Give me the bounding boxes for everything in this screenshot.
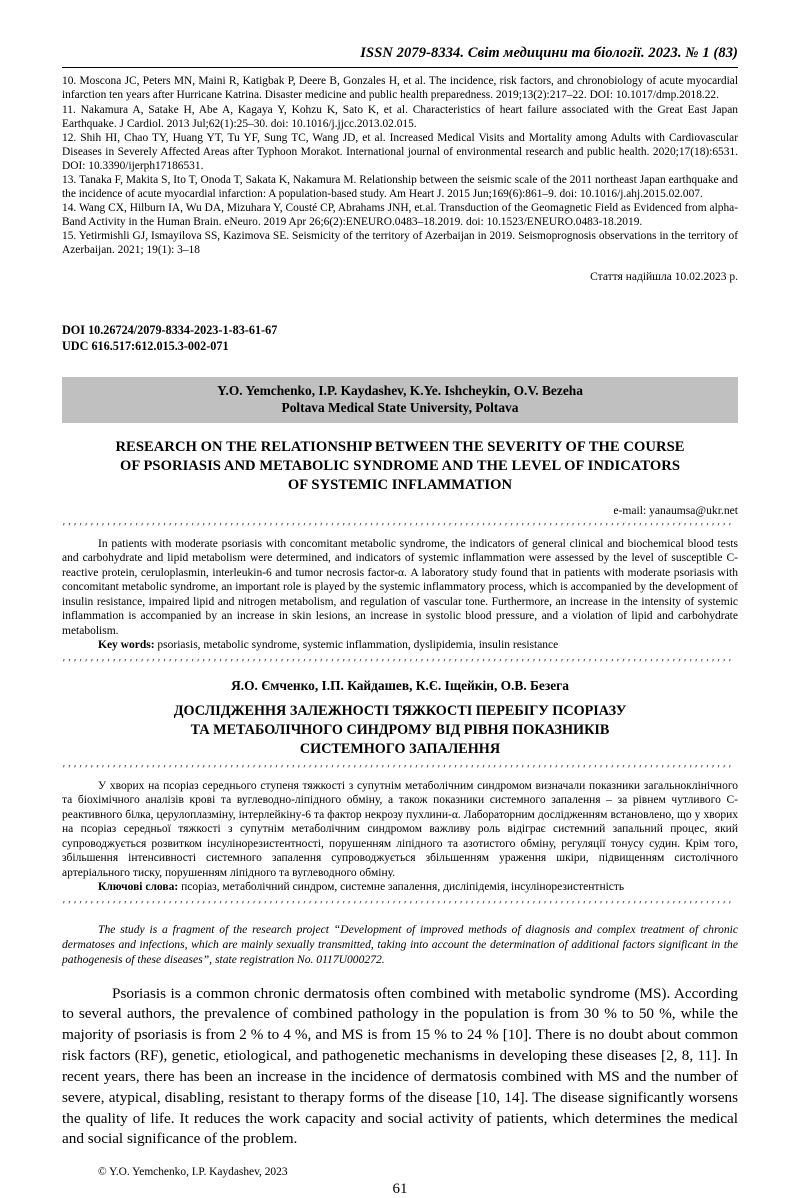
author-band-en: [62, 377, 738, 423]
keywords-en: [62, 638, 738, 652]
funding-note: [62, 923, 738, 968]
article-title-en-line-2: OF PSORIASIS AND METABOLIC SYNDROME AND THE LEVEL OF INDICATORS: [119, 457, 681, 474]
keywords-ua-value: псоріаз, метаболічний синдром, системне запалення, дисліпідемія, інсулінорезистентність: [181, 881, 625, 894]
funding-note-text: The study is a fragment of the research project “Development of improved methods of diagnosis and complex treatment of chronic dermatoses and infections, which are mainly sexually transmitted, taking into account the determination of additional factors significant in the pathogenesis of these diseases”, state registration No. 0117U000272.: [62, 922, 738, 966]
copyright-line: © Y.O. Yemchenko, I.P. Kaydashev, 2023: [98, 1166, 288, 1179]
abstract-en-text: In patients with moderate psoriasis with concomitant metabolic syndrome, the indicators of general clinical and biochemical blood tests and carbohydrate and lipid metabolism were determined, and indicators of systemic inflammation were assessed by the level of susceptible C-reactive protein, ceruloplasmin, interleukin-6 and tumor necrosis factor-α. A laboratory study found that in patients with moderate psoriasis with concomitant metabolic syndrome, an important role is played by the systemic inflammatory process, which is accompanied by the development of insulin resistance, impaired lipid and nitrogen metabolism, and regulation of vascular tone. Furthermore, an increase in the intensity of systemic inflammation is accompanied by an increase in skin lesions, an increase in systolic blood pressure, and a violation of lipid and carbohydrate metabolism.: [62, 537, 738, 637]
abstract-ua-text: У хворих на псоріаз середнього ступеня тяжкості з супутнім метаболічним синдромом визначали показники загальноклінічного та біохімічного аналізів крові та вуглеводно-ліпідного обміну, а також показники системного запалення – за рівнем чутливого С-реактивного білка, церулоплазміну, інтерлейкіну-6 та фактор некрозу пухлини-α. Лабораторним дослідженням встановлено, що у хворих на псоріаз середньої тяжкості з супутнім метаболічним синдромом важливу роль відіграє системний запальний процес, який супроводжується розвитком інсулінорезистентності, порушенням ліпідного та азотистого обміну, регуляції тонусу судин. Крім того, збільшення інтенсивності системного запалення супроводжується збільшенням ураження шкіри, підвищенням систолічного артеріального тиску, порушенням ліпідного та вуглеводного обміну.: [62, 779, 738, 879]
page-content: [62, 0, 738, 1198]
article-title-ua: [62, 702, 738, 759]
keywords-ua: [62, 880, 738, 894]
decorative-separator-mid: ʼʼʼʼʼʼʼʼʼʼʼʼʼʼʼʼʼʼʼʼʼʼʼʼʼʼʼʼʼʼʼʼʼʼʼʼʼʼʼʼʼʼʼʼʼʼʼʼʼʼʼʼʼʼʼʼʼʼʼʼʼʼʼʼʼʼʼʼʼʼʼʼʼʼʼʼʼʼʼʼʼʼʼʼʼʼʼʼʼʼʼʼʼʼʼʼʼʼʼʼʼʼʼʼʼʼʼʼʼʼʼʼʼʼʼʼʼʼʼʼ: [62, 657, 734, 669]
reference-item: 11. Nakamura A, Satake H, Abe A, Kagaya Y, Kohzu K, Sato K, et al. Characteristics of heart failure associated with the Great East Japan Earthquake. J Cardiol. 2013 Jul;62(1):25–30. doi: 10.1016/j.jjcc.2013.02.015.: [62, 103, 738, 130]
identifier-block: [62, 323, 738, 354]
reference-list: [62, 74, 738, 257]
decorative-separator-bottom: ʼʼʼʼʼʼʼʼʼʼʼʼʼʼʼʼʼʼʼʼʼʼʼʼʼʼʼʼʼʼʼʼʼʼʼʼʼʼʼʼʼʼʼʼʼʼʼʼʼʼʼʼʼʼʼʼʼʼʼʼʼʼʼʼʼʼʼʼʼʼʼʼʼʼʼʼʼʼʼʼʼʼʼʼʼʼʼʼʼʼʼʼʼʼʼʼʼʼʼʼʼʼʼʼʼʼʼʼʼʼʼʼʼʼʼʼʼʼʼʼ: [62, 899, 734, 911]
article-title-ua-line-3: СИСТЕМНОГО ЗАПАЛЕННЯ: [299, 740, 501, 757]
keywords-ua-label: Ключові слова:: [98, 881, 179, 894]
article-title-ua-line-2: ТА МЕТАБОЛІЧНОГО СИНДРОМУ ВІД РІВНЯ ПОКАЗНИКІВ: [190, 722, 610, 739]
reference-item: 12. Shih HI, Chao TY, Huang YT, Tu YF, Sung TC, Wang JD, et al. Increased Medical Visits and Mortality among Adults with Cardiovascular Diseases in Severely Affected Areas after Typhoon Morakot. International journal of environmental research and public health. 2020;17(18):6531. DOI: 10.3390/ijerph17186531.: [62, 131, 738, 172]
article-title-ua-line-1: ДОСЛІДЖЕННЯ ЗАЛЕЖНОСТІ ТЯЖКОСТІ ПЕРЕБІГУ ПСОРІАЗУ: [173, 703, 627, 720]
received-note: Стаття надійшла 10.02.2023 р.: [590, 271, 738, 284]
keywords-en-label: Key words:: [98, 639, 155, 652]
body-text: [62, 984, 738, 1151]
udc-line: UDC 616.517:612.015.3-002-071: [62, 339, 229, 354]
article-title-en-line-1: RESEARCH ON THE RELATIONSHIP BETWEEN THE SEVERITY OF THE COURSE: [115, 439, 685, 455]
decorative-separator-ua-top: ʼʼʼʼʼʼʼʼʼʼʼʼʼʼʼʼʼʼʼʼʼʼʼʼʼʼʼʼʼʼʼʼʼʼʼʼʼʼʼʼʼʼʼʼʼʼʼʼʼʼʼʼʼʼʼʼʼʼʼʼʼʼʼʼʼʼʼʼʼʼʼʼʼʼʼʼʼʼʼʼʼʼʼʼʼʼʼʼʼʼʼʼʼʼʼʼʼʼʼʼʼʼʼʼʼʼʼʼʼʼʼʼʼʼʼʼʼʼʼʼ: [62, 763, 734, 775]
reference-item: 10. Moscona JC, Peters MN, Maini R, Katigbak P, Deere B, Gonzales H, et al. The incidence, risk factors, and chronobiology of acute myocardial infarction ten years after Hurricane Katrina. Disaster medicine and public health preparedness. 2019;13(2):217–22. DOI: 10.1017/dmp.2018.22.: [62, 75, 738, 102]
article-title-en: [62, 438, 738, 495]
article-title-en-line-3: OF SYSTEMIC INFLAMMATION: [287, 476, 513, 493]
abstract-en: [62, 537, 738, 653]
body-paragraph: Psoriasis is a common chronic dermatosis often combined with metabolic syndrome (MS). According to several authors, the prevalence of combined pathology in the population is from 30 % to 50 %, while the majority of psoriasis is from 2 % to 4 %, and MS is from 15 % to 24 % [10]. There is no doubt about common risk factors (RF), genetic, etiological, and pathogenetic mechanisms in developing these diseases [2, 8, 11]. In recent years, there has been an increase in the incidence of dermatosis combined with MS and the number of severe, atypical, disabling, resistant to therapy forms of the disease [10, 14]. The disease significantly worsens the quality of life. It reduces the work capacity and social activity of patients, which determines the medical and social significance of the problem.: [62, 984, 738, 1148]
abstract-ua: [62, 779, 738, 895]
running-head: ISSN 2079-8334. Світ медицини та біології. 2023. № 1 (83): [360, 45, 738, 61]
contact-email: e-mail: yanaumsa@ukr.net: [613, 503, 738, 517]
reference-item: 13. Tanaka F, Makita S, Ito T, Onoda T, Sakata K, Nakamura M. Relationship between the seismic scale of the 2011 northeast Japan earthquake and the incidence of acute myocardial infarction: A population-based study. Am Heart J. 2015 Jun;169(6):861–9. doi: 10.1016/j.ahj.2015.02.007.: [62, 173, 738, 201]
decorative-separator-top: ʼʼʼʼʼʼʼʼʼʼʼʼʼʼʼʼʼʼʼʼʼʼʼʼʼʼʼʼʼʼʼʼʼʼʼʼʼʼʼʼʼʼʼʼʼʼʼʼʼʼʼʼʼʼʼʼʼʼʼʼʼʼʼʼʼʼʼʼʼʼʼʼʼʼʼʼʼʼʼʼʼʼʼʼʼʼʼʼʼʼʼʼʼʼʼʼʼʼʼʼʼʼʼʼʼʼʼʼʼʼʼʼʼʼʼʼʼʼʼʼ: [62, 521, 734, 533]
reference-item: 14. Wang CX, Hilburn IA, Wu DA, Mizuhara Y, Cousté CP, Abrahams JNH, et.al. Transduction of the Geomagnetic Field as Evidenced from alpha-Band Activity in the Human Brain. eNeuro. 2019 Apr 26;6(2):ENEURO.0483–18.2019. doi: 10.1523/ENEURO.0483-18.2019.: [62, 202, 738, 229]
page-number: 61: [392, 1181, 408, 1198]
keywords-en-value: psoriasis, metabolic syndrome, systemic inflammation, dyslipidemia, insulin resistance: [157, 639, 559, 652]
author-names-en: Y.O. Yemchenko, I.P. Kaydashev, K.Ye. Ishcheykin, O.V. Bezeha: [217, 382, 583, 398]
affiliation-en: Poltava Medical State University, Poltava: [281, 400, 519, 416]
doi-line: DOI 10.26724/2079-8334-2023-1-83-61-67: [62, 323, 278, 338]
author-names-ua: Я.О. Ємченко, І.П. Кайдашев, К.Є. Іщейкін, О.В. Безега: [231, 677, 569, 693]
reference-item: 15. Yetirmishli GJ, Ismayilova SS, Kazimova SE. Seismicity of the territory of Azerbaijan in 2019. Seismoprognosis observations in the territory of Azerbaijan. 2021; 19(1): 3–18: [62, 230, 738, 257]
header-rule: [62, 67, 738, 68]
